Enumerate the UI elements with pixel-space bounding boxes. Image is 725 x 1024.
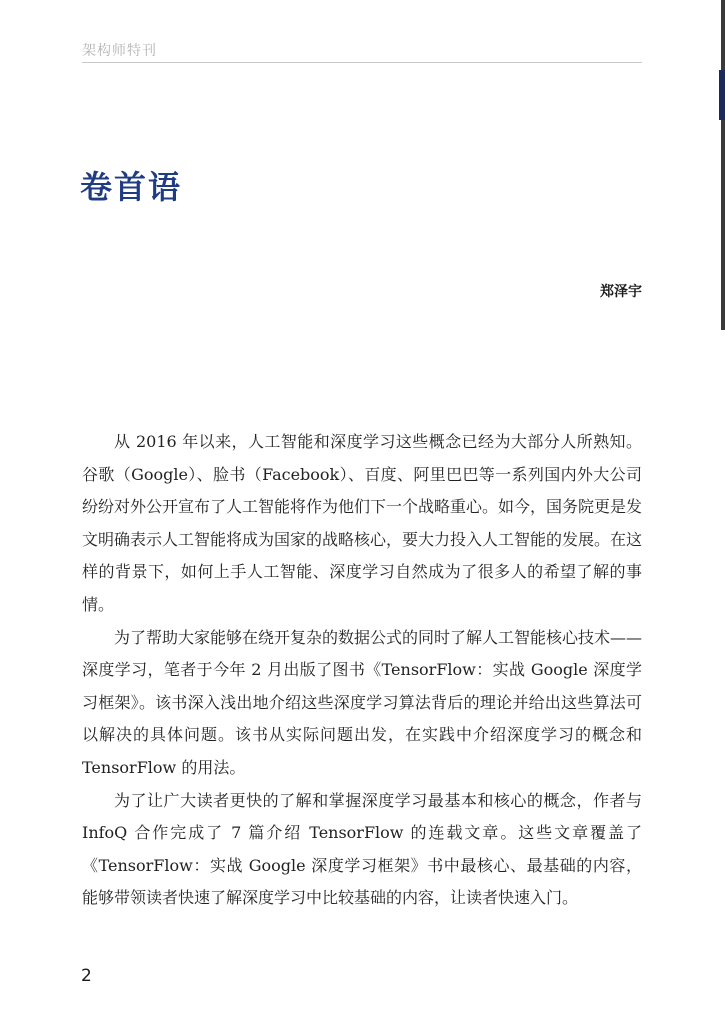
author-name: 郑泽宇: [600, 284, 642, 300]
page-number: 2: [81, 966, 92, 986]
page-title: 卷首语: [80, 168, 183, 206]
paragraph-2: 为了帮助大家能够在绕开复杂的数据公式的同时了解人工智能核心技术——深度学习，笔者于今年 2 月出版了图书《TensorFlow：实战 Google 深度学习框架》。该书深入浅出地介绍这些深度学习算法背后的理论并给出这些算法可以解决的具体问题。该书从实际问题出发，在实践中介绍深度学习的概念和 TensorFlow 的用法。: [82, 627, 643, 777]
paragraph-1: 从 2016 年以来，人工智能和深度学习这些概念已经为大部分人所熟知。谷歌（Google）、脸书（Facebook）、百度、阿里巴巴等一系列国内外大公司纷纷对外公开宣布了人工智能将作为他们下一个战略重心。如今，国务院更是发文明确表示人工智能将成为国家的战略核心，要大力投入人工智能的发展。在这样的背景下，如何上手人工智能、深度学习自然成为了很多人的希望了解的事情。: [82, 432, 643, 614]
paragraph-3: 为了让广大读者更快的了解和掌握深度学习最基本和核心的概念，作者与 InfoQ 合作完成了 7 篇介绍 TensorFlow 的连载文章。这些文章覆盖了《TensorFlow：实战 Google 深度学习框架》书中最核心、最基础的内容，能够带领读者快速了解深度学习中比较基础的内容，让读者快速入门。: [82, 790, 642, 908]
body-text: [82, 426, 642, 915]
running-header: [82, 36, 642, 63]
header-title: 架构师特刊: [82, 43, 157, 59]
page-edge-bar: [721, 0, 725, 330]
page-edge-mark: [719, 70, 725, 120]
